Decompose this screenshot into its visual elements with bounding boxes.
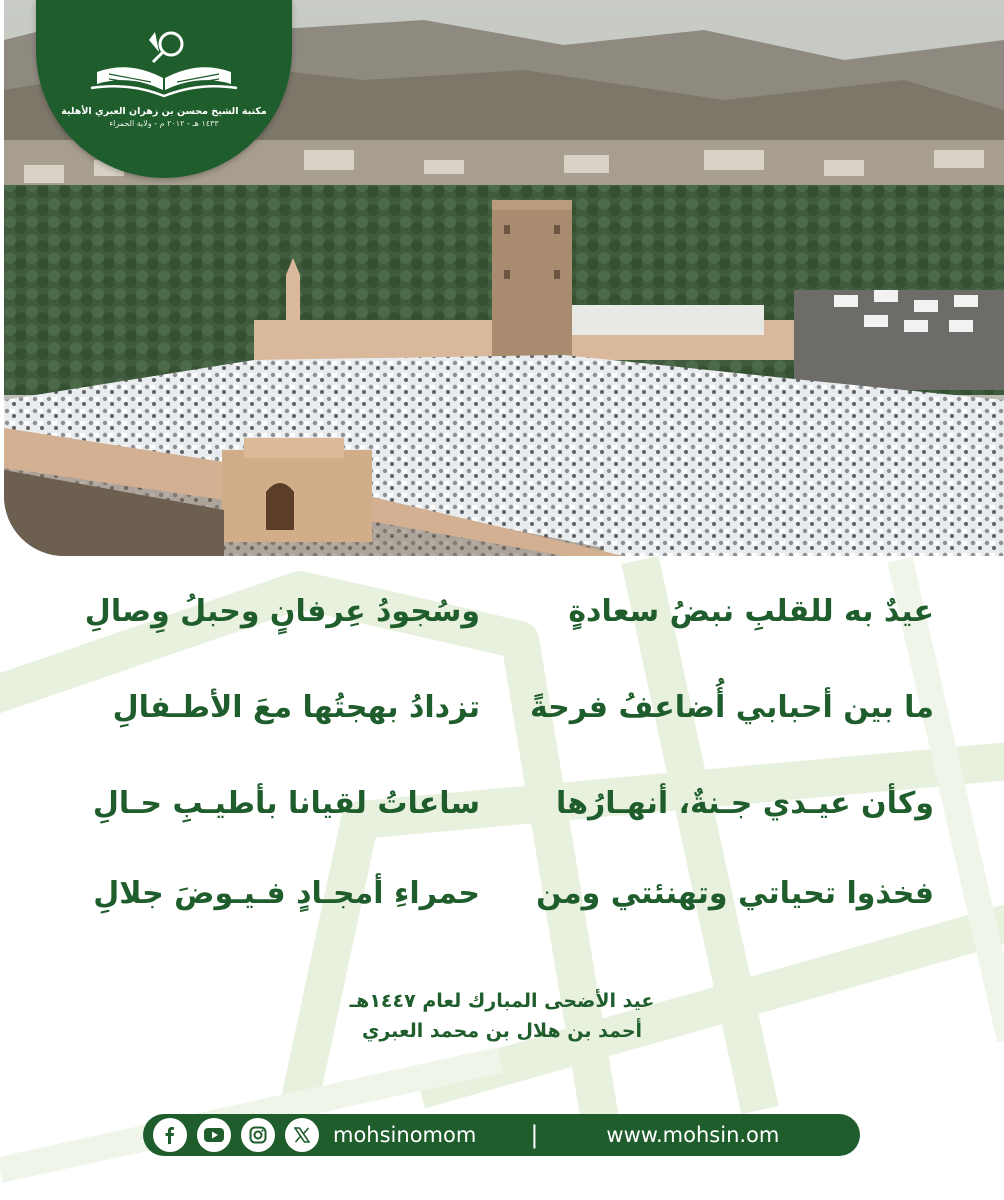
verse-1-second-hemistich: وسُجودُ عِرفانٍ وحبلُ وِصالِ <box>84 594 480 629</box>
library-founding-date: ١٤٣٣ هـ - ٢٠١٢ م - ولاية الحمراء <box>109 119 219 128</box>
instagram-icon[interactable] <box>241 1118 275 1152</box>
verse-3-second-hemistich: ساعاتُ لقيانا بأطيـبِ حـالِ <box>92 786 480 821</box>
library-name: مكتبة الشيخ محسن بن زهران العبري الأهلية <box>61 106 267 117</box>
verse-4-second-hemistich: حمراءِ أمجـادٍ فـيـوضَ جلالِ <box>93 876 480 911</box>
book-magnifier-icon <box>89 26 239 102</box>
author-name: أحمد بن هلال بن محمد العبري <box>361 1020 643 1042</box>
verse-1-first-hemistich: عيدٌ به للقلبِ نبضُ سعادةٍ <box>568 594 934 629</box>
youtube-icon[interactable] <box>197 1118 231 1152</box>
x-icon[interactable] <box>285 1118 319 1152</box>
social-handle[interactable]: mohsinomom <box>333 1123 477 1147</box>
footer-separator: | <box>530 1121 539 1149</box>
verse-2-first-hemistich: ما بين أحبابي أُضاعفُ فرحةً <box>529 690 934 725</box>
website-link[interactable]: www.mohsin.om <box>606 1123 780 1147</box>
verse-2-second-hemistich: تزدادُ بهجتُها معَ الأطـفالِ <box>112 690 480 725</box>
occasion-text: عيد الأضحى المبارك لعام ١٤٤٧هـ <box>349 990 655 1012</box>
social-icons <box>153 1118 329 1152</box>
verse-4-first-hemistich: فخذوا تحياتي وتهنئتي ومن <box>536 876 934 911</box>
facebook-icon[interactable] <box>153 1118 187 1152</box>
verse-3-first-hemistich: وكأن عيـدي جـنةٌ، أنهـارُها <box>555 786 934 821</box>
footer-bar <box>143 1114 860 1156</box>
